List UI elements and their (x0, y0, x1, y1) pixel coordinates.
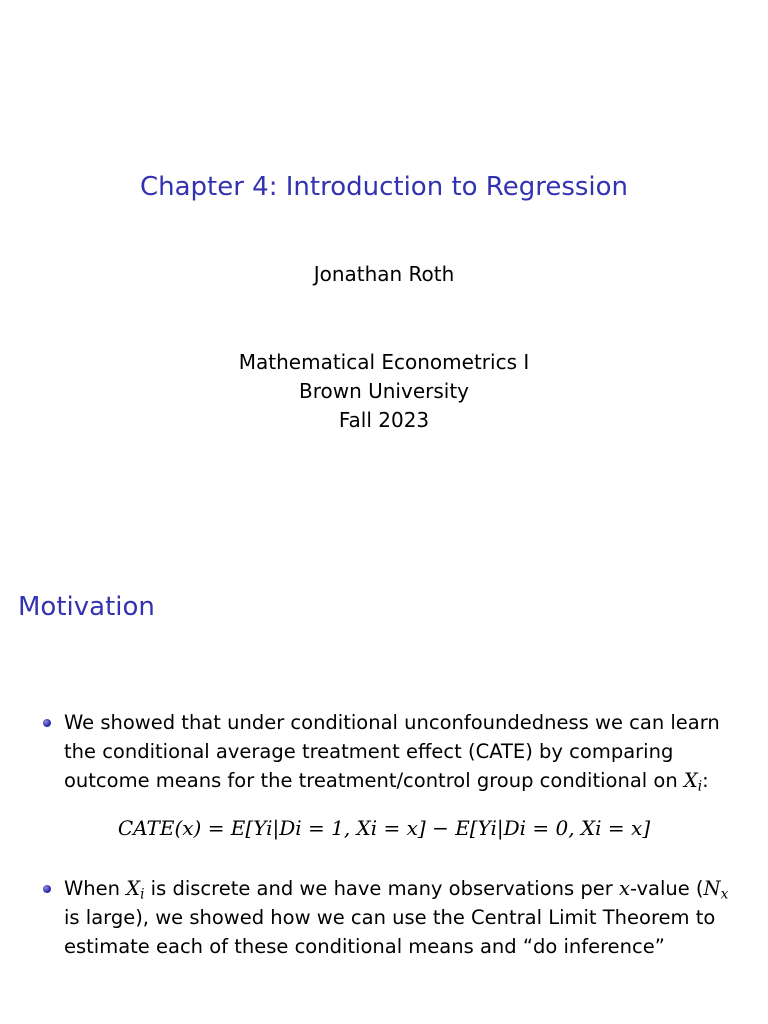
bullet-icon (43, 719, 51, 727)
bullet-item (43, 874, 749, 961)
math-var: $X_i$ (683, 769, 703, 795)
bullet-text: We showed that under conditional unconfoundedness we can learn the conditional average treatment effect (CATE) by comparing outcome means for the treatment/control group conditional on $X_i$: (64, 711, 720, 795)
presentation-title: Chapter 4: Introduction to Regression (139, 172, 629, 202)
cate-equation: CATE(x) = E[Yi|Di = 1, Xi = x] − E[Yi|Di = 0, Xi = x] (117, 816, 651, 840)
frame-title: Motivation (18, 592, 155, 622)
author-name: Jonathan Roth (313, 262, 455, 286)
course-name: Mathematical Econometrics I (238, 350, 530, 374)
term: Fall 2023 (338, 408, 430, 432)
bullet-item (43, 708, 749, 795)
motivation-slide (0, 512, 768, 1024)
math-var: $X_i$ (126, 877, 145, 903)
math-var: $N_x$ (703, 877, 729, 903)
bullet-text: When $X_i$ is discrete and we have many observations per x-value ($N_x$ is large), we showed how we can use the Central Limit Theorem to estimate each of these conditional means and “do inference” (64, 877, 729, 958)
affiliation-block (0, 348, 768, 435)
bullet-icon (43, 885, 51, 893)
university-name: Brown University (298, 379, 470, 403)
math-var: x (618, 877, 630, 900)
